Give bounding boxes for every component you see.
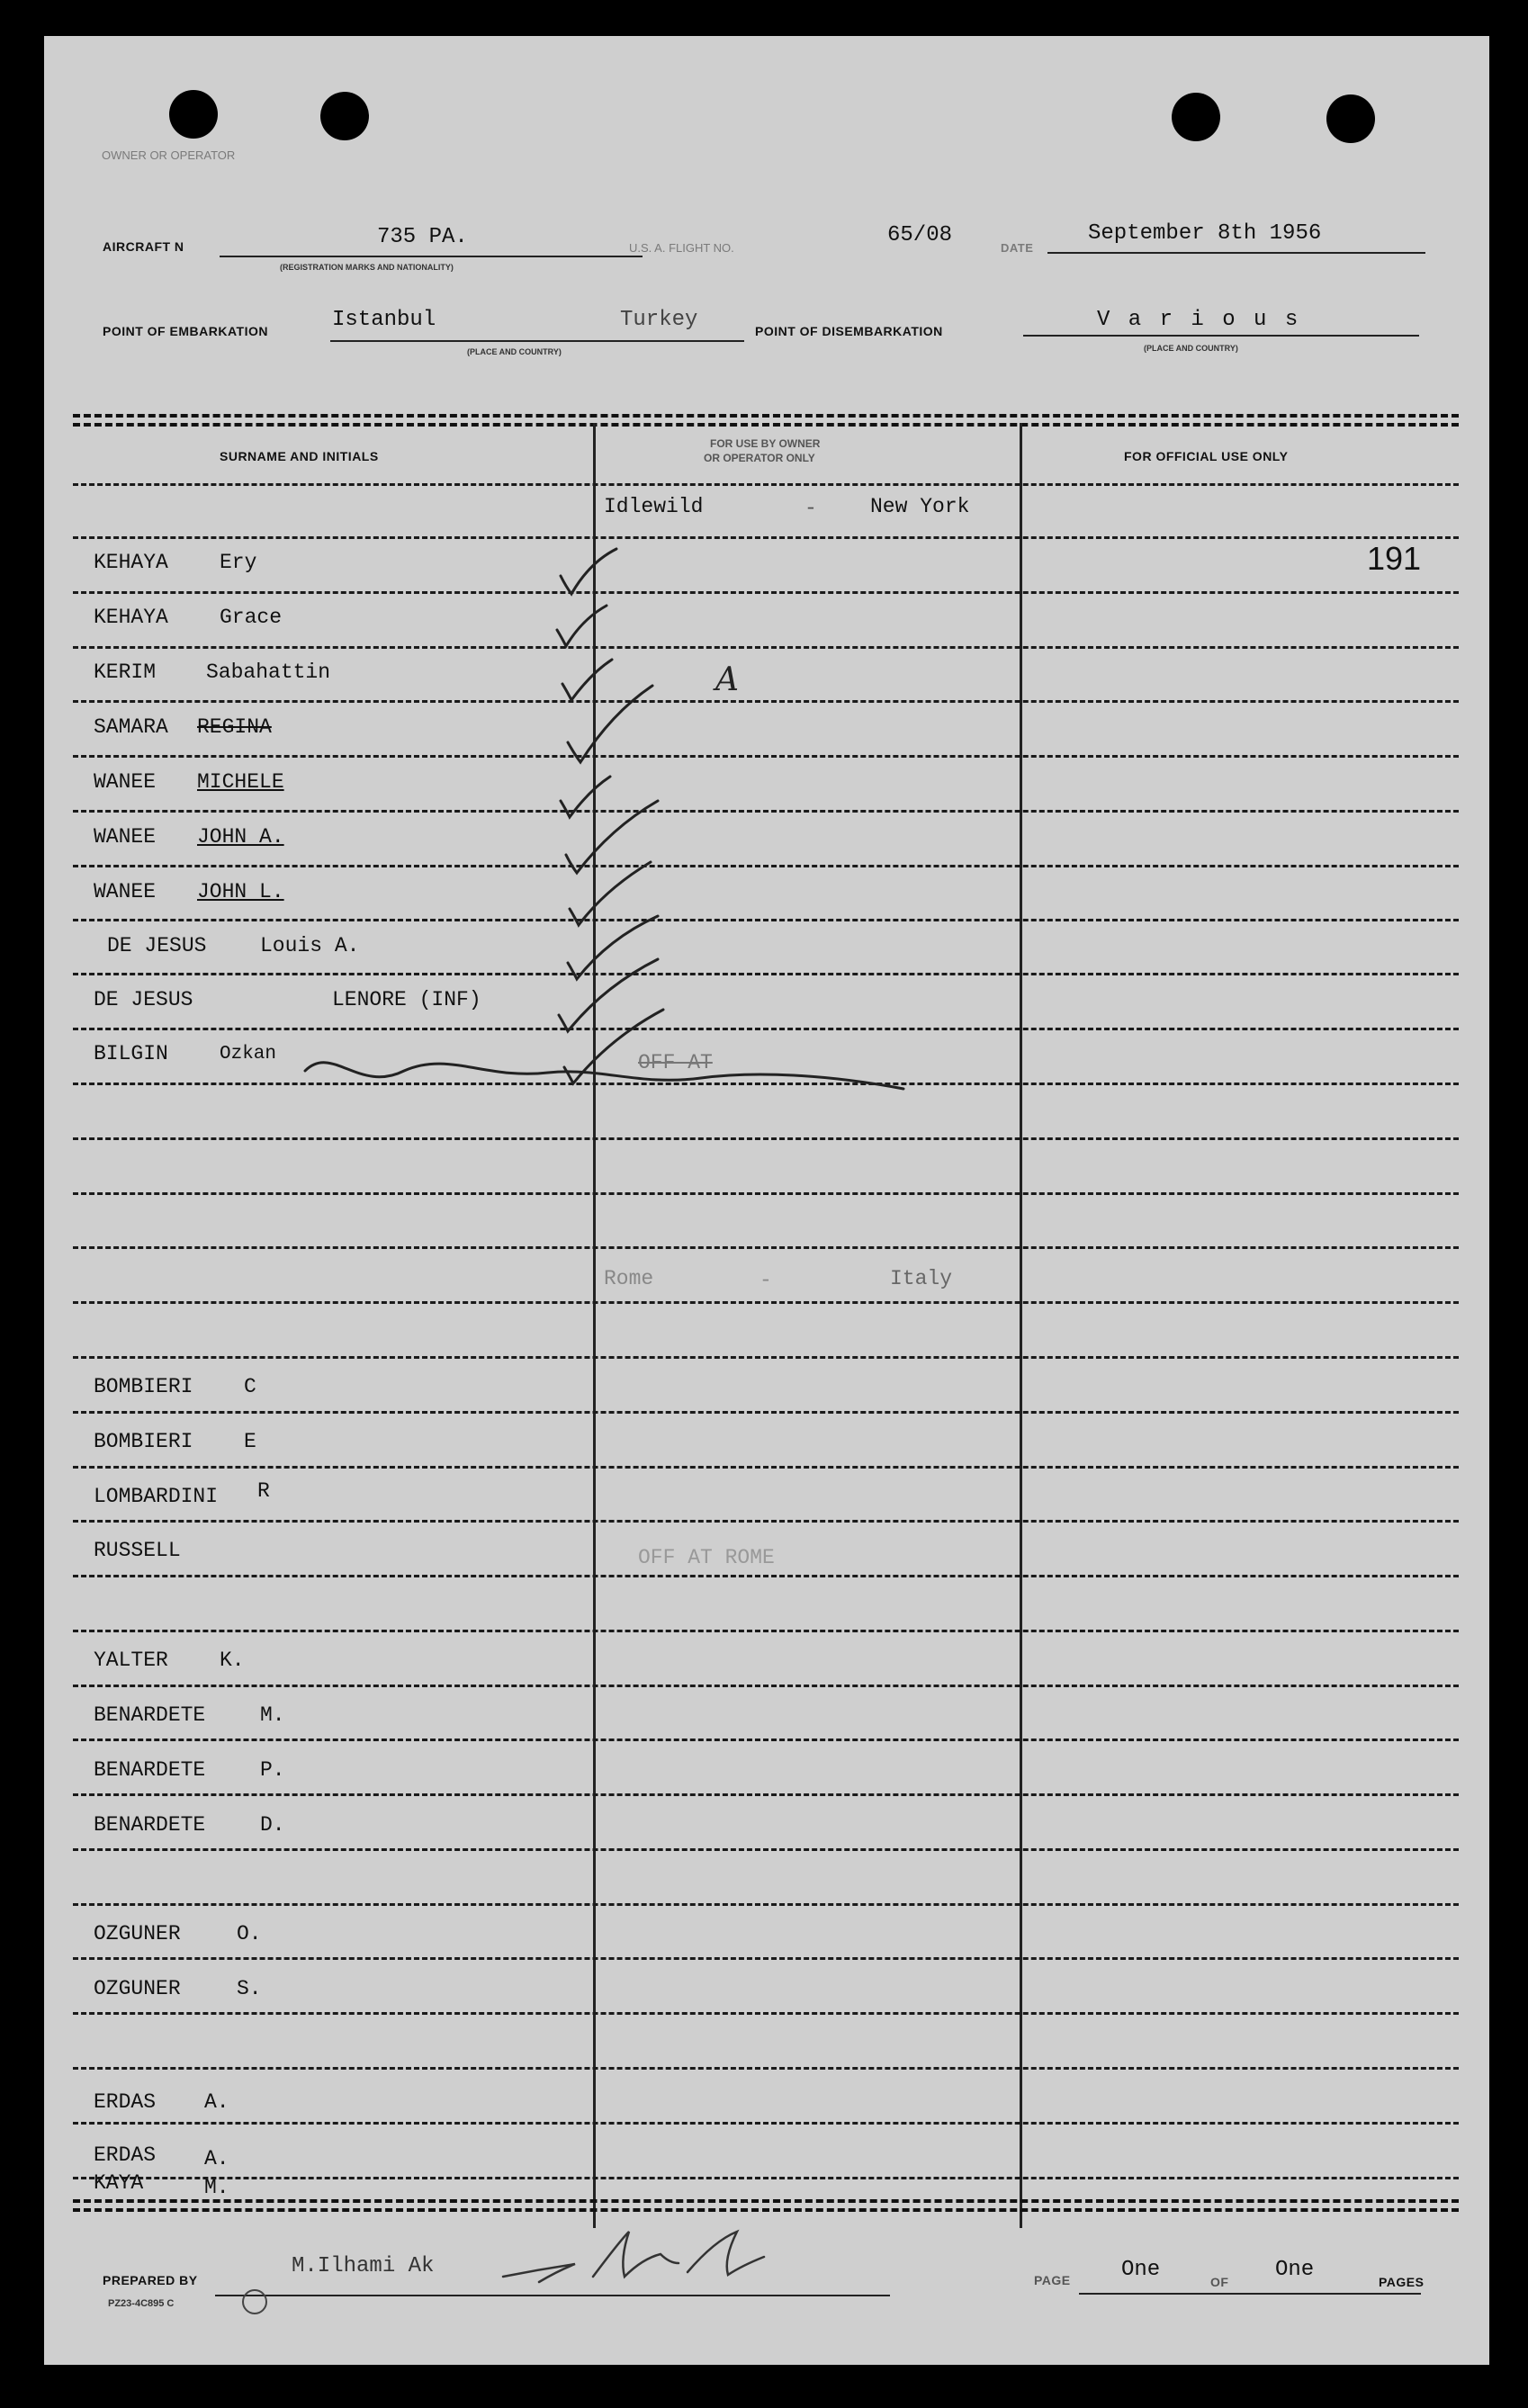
passenger-initials: D. xyxy=(260,1813,285,1837)
registration-caption: (REGISTRATION MARKS AND NATIONALITY) xyxy=(280,263,454,272)
passenger-surname: DE JESUS xyxy=(107,934,207,957)
prepared-label: PREPARED BY xyxy=(103,2273,198,2287)
destination-city: Rome xyxy=(604,1267,654,1290)
signature xyxy=(494,2223,782,2295)
passenger-initials: JOHN A. xyxy=(197,825,284,849)
russell-note: OFF AT ROME xyxy=(638,1546,775,1569)
flight-value: 65/08 xyxy=(887,223,953,247)
passenger-surname: SAMARA xyxy=(94,715,168,739)
punch-hole xyxy=(320,92,369,140)
owner-use-header: OR OPERATOR ONLY xyxy=(704,452,815,464)
passenger-initials: P. xyxy=(260,1758,285,1782)
of-label: OF xyxy=(1210,2275,1229,2289)
passenger-initials: S. xyxy=(237,1977,262,2000)
destination-place: Italy xyxy=(890,1267,953,1290)
passenger-surname: WANEE xyxy=(94,770,157,794)
passenger-initials: Ozkan xyxy=(220,1044,277,1065)
date-value: September 8th 1956 xyxy=(1088,221,1322,246)
passenger-initials: O. xyxy=(237,1922,262,1945)
passenger-surname: BILGIN xyxy=(94,1042,168,1065)
passenger-surname: WANEE xyxy=(94,825,157,849)
disembarkation-label: POINT OF DISEMBARKATION xyxy=(755,324,943,338)
page-label: PAGE xyxy=(1034,2273,1071,2287)
date-label: DATE xyxy=(1001,241,1034,255)
passenger-surname: RUSSELL xyxy=(94,1539,181,1562)
passenger-initials: JOHN L. xyxy=(197,880,284,903)
passenger-surname: KERIM xyxy=(94,660,157,684)
passenger-initials: Louis A. xyxy=(260,934,360,957)
passenger-surname: DE JESUS xyxy=(94,988,193,1011)
owner-use-header: FOR USE BY OWNER xyxy=(710,437,821,450)
passenger-surname: LOMBARDINI xyxy=(94,1485,219,1508)
passenger-surname: OZGUNER xyxy=(94,1977,181,2000)
passenger-surname: ERDAS xyxy=(94,2143,157,2167)
passenger-initials: Sabahattin xyxy=(206,660,331,684)
passenger-initials: K. xyxy=(220,1649,245,1672)
aircraft-value: 735 PA. xyxy=(377,225,468,249)
destination-dash: - xyxy=(804,497,817,520)
embarkation-country: Turkey xyxy=(620,308,698,332)
passenger-initials: Ery xyxy=(220,551,257,574)
struck-note: OFF AT xyxy=(638,1051,713,1074)
disembarkation-caption: (PLACE AND COUNTRY) xyxy=(1144,344,1238,353)
handwritten-mark: A xyxy=(715,661,739,698)
passenger-initials: E xyxy=(244,1430,256,1453)
punch-hole xyxy=(1172,93,1220,141)
prepared-value: M.Ilhami Ak xyxy=(292,2254,435,2278)
passenger-surname: WANEE xyxy=(94,880,157,903)
owner-label: OWNER OR OPERATOR xyxy=(102,148,236,162)
table-bottom-rule xyxy=(73,2199,1459,2203)
passenger-initials: Grace xyxy=(220,606,283,629)
embarkation-city: Istanbul xyxy=(332,308,436,332)
disembarkation-value: V a r i o u s xyxy=(1097,308,1301,332)
passenger-surname: BOMBIERI xyxy=(94,1430,193,1453)
passenger-surname: YALTER xyxy=(94,1649,168,1672)
passenger-surname: KAYA xyxy=(94,2171,144,2195)
punch-hole xyxy=(169,90,218,139)
surname-header: SURNAME AND INITIALS xyxy=(220,449,379,463)
passenger-surname: ERDAS xyxy=(94,2090,157,2114)
passenger-surname: KEHAYA xyxy=(94,551,168,574)
passenger-surname: BENARDETE xyxy=(94,1758,206,1782)
aircraft-label: AIRCRAFT N xyxy=(103,239,184,254)
passenger-initials: REGINA xyxy=(197,715,272,739)
flight-label: U.S. A. FLIGHT NO. xyxy=(629,241,734,255)
passenger-initials: C xyxy=(244,1375,256,1398)
pages-value: One xyxy=(1275,2258,1315,2282)
passenger-surname: KEHAYA xyxy=(94,606,168,629)
page-value: One xyxy=(1121,2258,1161,2282)
destination-dash: - xyxy=(760,1269,772,1292)
embarkation-caption: (PLACE AND COUNTRY) xyxy=(467,347,562,356)
union-label-icon xyxy=(242,2289,267,2314)
embarkation-label: POINT OF EMBARKATION xyxy=(103,324,268,338)
passenger-surname: BENARDETE xyxy=(94,1703,206,1727)
official-number: 191 xyxy=(1367,540,1422,577)
passenger-surname: OZGUNER xyxy=(94,1922,181,1945)
pages-label: PAGES xyxy=(1379,2275,1425,2289)
passenger-surname: BOMBIERI xyxy=(94,1375,193,1398)
punch-hole xyxy=(1326,94,1375,143)
passenger-initials: M. xyxy=(204,2176,229,2199)
passenger-initials: A. xyxy=(204,2090,229,2114)
official-use-header: FOR OFFICIAL USE ONLY xyxy=(1124,449,1289,463)
passenger-surname: BENARDETE xyxy=(94,1813,206,1837)
passenger-initials: M. xyxy=(260,1703,285,1727)
passenger-initials: LENORE (INF) xyxy=(332,988,481,1011)
passenger-initials: A. xyxy=(204,2147,229,2170)
destination-place: New York xyxy=(870,495,970,518)
passenger-initials: MICHELE xyxy=(197,770,284,794)
destination-city: Idlewild xyxy=(604,495,704,518)
manifest-sheet xyxy=(44,36,1489,2365)
table-top-rule xyxy=(73,414,1459,418)
form-number: PZ23-4C895 C xyxy=(108,2298,175,2309)
passenger-initials: R xyxy=(257,1479,270,1503)
